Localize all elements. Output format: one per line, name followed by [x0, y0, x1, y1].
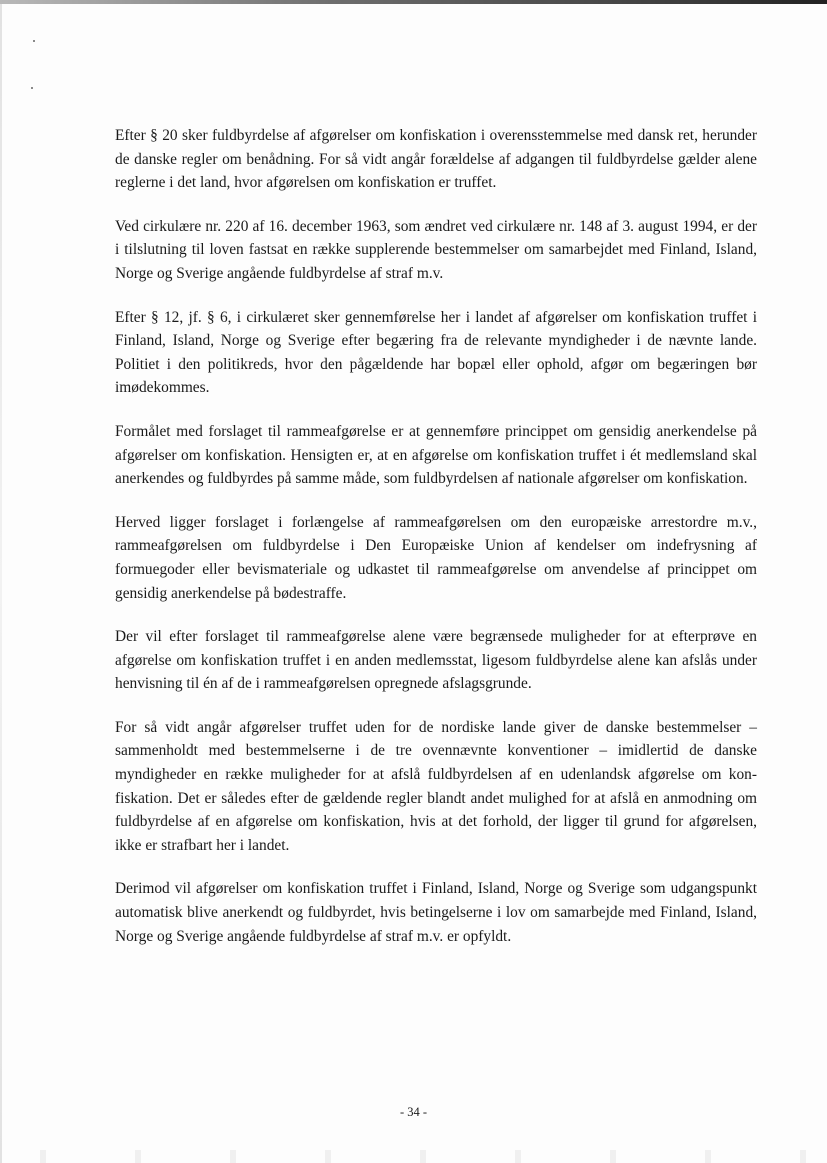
paragraph: Formålet med forslaget til rammeafgørelse er at gennemføre princippet om gensidig anerkendelse på afgørelser om konfiskation. Hensigten er, at en afgørelse om konfiskation truffet i ét medlemsland skal anerkendes og fuldbyrdes på samme måde, som fuldbyrdelsen af nationale afgørelser om konfiskation.: [115, 422, 757, 488]
page-number: - 34 -: [399, 1105, 428, 1119]
paragraph: Der vil efter forslaget til rammeafgørelse alene være begrænsede muligheder for at efterprøve en afgørelse om konfiskation truffet i en anden medlemsstat, ligesom fuldbyrdelse alene kan afslås under henvisning til én af de i rammeafgørelsen opregnede afslagsgrunde.: [115, 628, 757, 693]
paragraph: Derimod vil afgørelser om konfiskation truffet i Finland, Island, Norge og Sverige som udgangspunkt automatisk blive anerkendt og fuldbyrdet, hvis betingelserne i lov om samarbejde med Finland, Island, Norge og Sverige angående fuldbyrdelse af straf m.v. er opfyldt.: [115, 880, 757, 945]
paragraph: Herved ligger forslaget i forlængelse af rammeafgørelsen om den europæiske arrestordre m.v., rammeafgørelsen om fuldbyrdelse i Den Europæiske Union af kendelser om indefrysning af formuegoder eller bevismateriale og udkastet til rammeafgørelse om anvendelse af princippet om gensidig anerkendelse på bødestraffe.: [115, 513, 757, 602]
body-text: [115, 124, 757, 968]
scan-speck: [33, 40, 35, 42]
paragraph: For så vidt angår afgørelser truffet uden for de nordiske lande giver de danske bestemmelser – sammenholdt med bestemmelserne i de tre ovennævnte konventioner – imidlertid de danske myndigheder en række muligheder for at afslå fuldbyrdelsen af en udenlandsk afgørelse om konfiskation. Det er således efter de gældende regler blandt andet mulighed for at afslå en anmodning om fuldbyrdelse af en afgørelse om konfiskation, hvis at det forhold, der ligger til grund for afgørelsen, ikke er strafbart her i landet.: [115, 718, 757, 854]
scan-bottom-edge: [0, 1150, 827, 1163]
scan-speck: [31, 87, 33, 89]
scan-top-edge: [0, 0, 827, 4]
paragraph: Ved cirkulære nr. 220 af 16. december 1963, som ændret ved cirkulære nr. 148 af 3. august 1994, er der i tilslutning til loven fastsat en række supplerende bestemmelser om samarbejdet med Finland, Island, Norge og Sverige angående fuldbyrdelse af straf m.v.: [115, 217, 757, 282]
scan-left-edge: [0, 4, 2, 1163]
paragraph: Efter § 12, jf. § 6, i cirkulæret sker gennemførelse her i landet af afgørelser om konfiskation truffet i Finland, Island, Norge og Sverige efter begæring fra de relevante myndigheder i de nævnte lande. Politiet i den politikreds, hvor den pågældende har bopæl eller ophold, afgør om begæringen bør imødekommes.: [115, 308, 757, 397]
paragraph: Efter § 20 sker fuldbyrdelse af afgørelser om konfiskation i overensstemmelse med dansk ret, herunder de danske regler om benådning. For så vidt angår forældelse af adgangen til fuldbyrdelse gælder alene reglerne i det land, hvor afgørelsen om konfiskation er truffet.: [115, 127, 757, 192]
